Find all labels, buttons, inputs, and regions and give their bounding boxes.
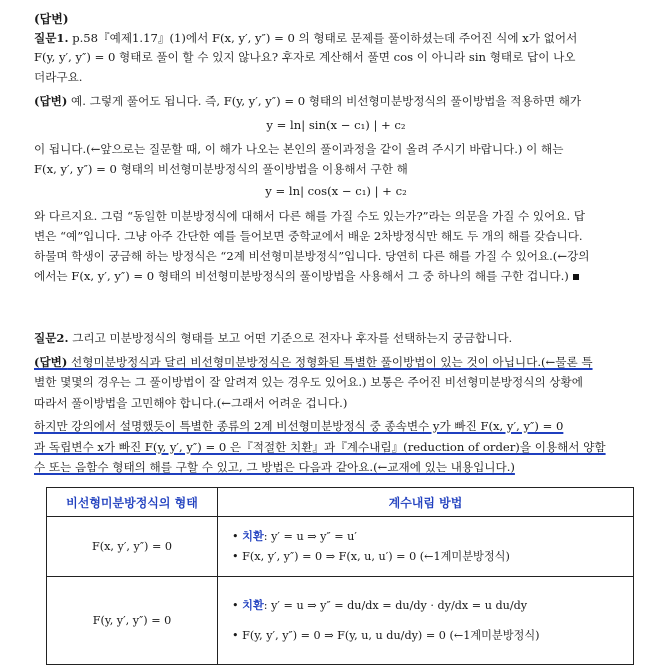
method-reduction: • F(x, y′, y″) = 0 ⇒ F(x, u, u′) = 0 (←1계미분방정식) [232,550,510,563]
method-reduction: • F(y, y′, y″) = 0 ⇒ F(y, u, u du/dy) = 0 (←1계미분방정식) [232,629,540,642]
substitution-label: 치환 [242,598,264,612]
a1-line-7-text: 에서는 F(x, y′, y″) = 0 형태의 비선형미분방정식의 풀이방법을 사용해서 그 중 하나의 해를 구한 겁니다.) [34,269,569,283]
a1-line-4: 와 다르지요. 그럼 “동일한 미분방정식에 대해서 다른 해를 가질 수도 있는가?”라는 의문을 가질 수 있어요. 답 [34,209,586,223]
a1-line-7 [34,269,579,284]
table-cell-form: F(y, y′, y″) = 0 [47,577,218,665]
answer-header: (답변) [34,12,69,26]
q2-line: 질문2. 그리고 미분방정식의 형태를 보고 어떤 기준으로 전자나 후자를 선택하는지 궁금합니다. [34,331,513,345]
a2-line-6: 수 또는 음함수 형태의 해를 구할 수 있고, 그 방법은 다음과 같아요.(←교재에 있는 내용입니다.) [34,460,515,474]
table-header-row [47,488,634,517]
method-substitution: • 치환: y′ = u ⇒ y″ = u′ [232,529,357,543]
a1-line-3: F(x, y′, y″) = 0 형태의 비선형미분방정식의 풀이방법을 이용해서 구한 해 [34,162,408,176]
a2-line-5: 과 독립변수 x가 빠진 F(y, y′, y″) = 0 은『적절한 치환』과『계수내림』(reduction of order)을 이용해서 양함 [34,440,606,454]
a1-line-2: 이 됩니다.(←앞으로는 질문할 때, 이 해가 나오는 본인의 풀이과정을 같이 올려 주시기 바랍니다.) 이 해는 [34,142,564,156]
reduction-table [46,487,634,665]
table-row [47,517,634,577]
a2-line-1: (답변) 선형미분방정식과 달리 비선형미분방정식은 정형화된 특별한 풀이방법이 있는 것이 아닙니다.(←물론 특 [34,355,593,369]
substitution-text: : y′ = u ⇒ y″ = u′ [263,530,357,543]
end-mark-icon [573,274,579,280]
label-prefix: 질문1. [34,31,69,45]
label-prefix: 질문2. [34,331,69,345]
a2-line-2: 별한 몇몇의 경우는 그 풀이방법이 잘 알려져 있는 경우도 있어요.) 보통은 주어진 비선형미분방정식의 상황에 [34,375,583,389]
a1-line-6: 하물며 학생이 궁금해 하는 방정식은 “2계 비선형미분방정식”입니다. 당연히 다른 해를 가질 수 있어요.(←강의 [34,249,590,263]
label-prefix: (답변) [34,94,68,108]
table-row [47,577,634,665]
a1-equation-cos: y = ln| cos(x − c₁) | + c₂ [265,184,407,198]
q1-line-1: 질문1. p.58『예제1.17』(1)에서 F(x, y′, y″) = 0 의 형태로 문제를 풀이하셨는데 주어진 식에 x가 없어서 [34,31,578,45]
substitution-text: : y′ = u ⇒ y″ = du/dx = du/dy · dy/dx = u du/dy [263,599,528,612]
reduction-text: F(x, y′, y″) = 0 ⇒ F(x, u, u′) = 0 (←1계미분방정식) [242,550,510,563]
table-cell-method [218,517,634,577]
a2-line-3: 따라서 풀이방법을 고민해야 합니다.(←그래서 어려운 겁니다.) [34,396,348,410]
reduction-text: F(y, y′, y″) = 0 ⇒ F(y, u, u du/dy) = 0 (←1계미분방정식) [242,629,540,642]
table-cell-method [218,577,634,665]
table-cell-form: F(x, y′, y″) = 0 [47,517,218,577]
a1-line-5: 변은 “예”입니다. 그냥 아주 간단한 예를 들어보면 중학교에서 배운 2차방정식만 해도 두 개의 해를 갖습니다. [34,229,583,243]
a1-equation-sin: y = ln| sin(x − c₁) | + c₂ [266,118,406,132]
q1-line-3: 더라구요. [34,70,83,84]
method-substitution: • 치환: y′ = u ⇒ y″ = du/dx = du/dy · dy/dx = u du/dy [232,598,528,612]
substitution-label: 치환 [242,529,264,543]
table-header-method: 계수내림 방법 [218,488,634,517]
label-prefix: (답변) [34,355,68,369]
a2-line-4: 하지만 강의에서 설명했듯이 특별한 종류의 2계 비선형미분방정식 중 종속변수 y가 빠진 F(x, y′, y″) = 0 [34,419,564,433]
a1-line-1: (답변) 예. 그렇게 풀어도 됩니다. 즉, F(y, y′, y″) = 0 형태의 비선형미분방정식의 풀이방법을 적용하면 해가 [34,94,582,108]
table-header-form: 비선형미분방정식의 형태 [47,488,218,517]
q1-line-2: F(y, y′, y″) = 0 형태로 풀이 할 수 있지 않나요? 후자로 계산해서 풀면 cos 이 아니라 sin 형태로 답이 나오 [34,50,576,64]
